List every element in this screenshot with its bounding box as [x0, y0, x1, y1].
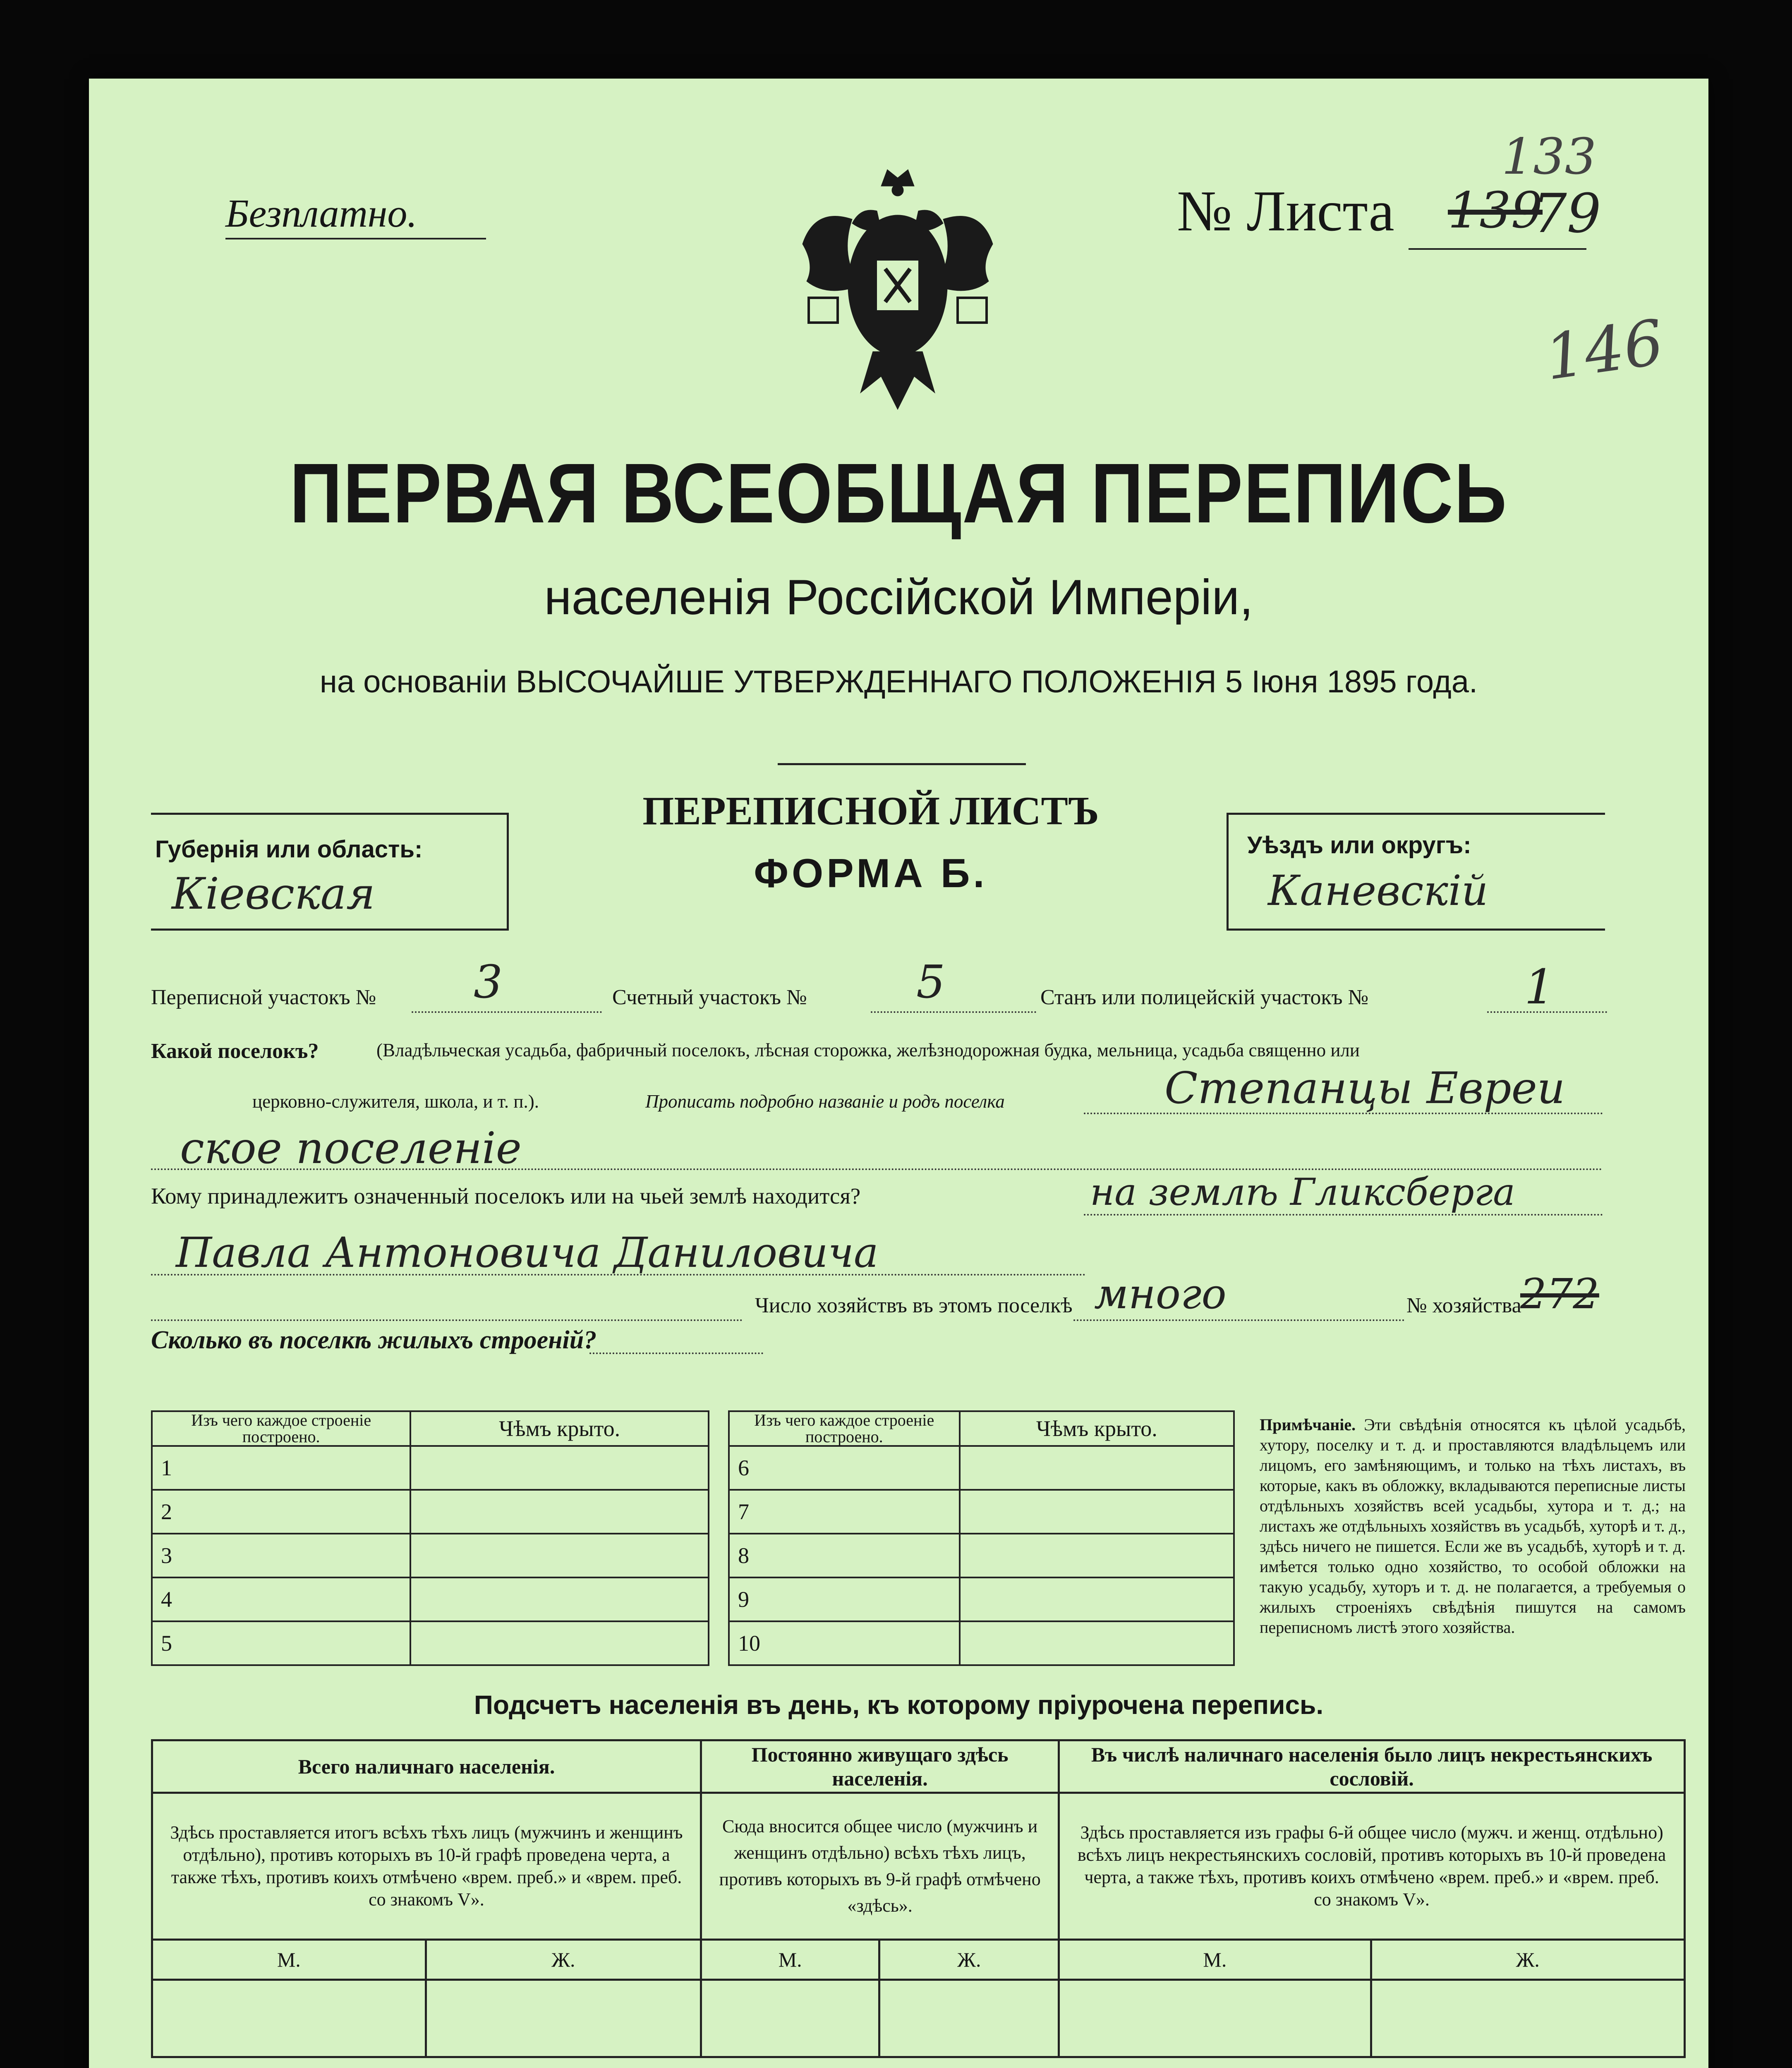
- building-row: [729, 1621, 1234, 1665]
- male-header: М.: [1059, 1940, 1371, 1980]
- resident-male-cell[interactable]: [701, 1980, 879, 2057]
- owner-question: Кому принадлежитъ означенный поселокъ или на чьей землѣ находится?: [151, 1183, 861, 1209]
- building-row: [152, 1577, 709, 1621]
- building-row: [729, 1490, 1234, 1534]
- buildings-line: [589, 1352, 763, 1354]
- sheet-number-underline: [1409, 248, 1586, 250]
- roof-header: Чѣмъ крыто.: [960, 1411, 1234, 1446]
- buildings-question: Сколько въ поселкѣ жилыхъ строеній?: [151, 1326, 597, 1354]
- count-section-label: Счетный участокъ №: [612, 986, 807, 1009]
- form-title-line1: ПЕРЕПИСНОЙ ЛИСТЪ: [642, 789, 1099, 833]
- resident-population-title: Постоянно живущаго здѣсь населенія.: [701, 1740, 1059, 1793]
- roof-cell[interactable]: [960, 1577, 1234, 1621]
- stan-label: Станъ или полицейскій участокъ №: [1040, 986, 1369, 1009]
- population-header-row: [152, 1740, 1685, 1793]
- male-header: М.: [152, 1940, 426, 1980]
- row-number: 3: [152, 1534, 410, 1577]
- resident-female-cell[interactable]: [879, 1980, 1059, 2057]
- free-label: Безплатно.: [225, 191, 417, 235]
- owner-value-1: на землѣ Гликсберга: [1090, 1170, 1515, 1214]
- buildings-right-header: [729, 1411, 1234, 1446]
- households-leading-line: [151, 1319, 743, 1321]
- household-no-label: № хозяйства: [1406, 1294, 1521, 1317]
- roof-cell[interactable]: [960, 1534, 1234, 1577]
- settlement-hint-2: церковно-служителя, школа, и т. п.).: [252, 1091, 539, 1112]
- title-divider: [778, 763, 1026, 765]
- document-title: ПЕРВАЯ ВСЕОБЩАЯ ПЕРЕПИСЬ: [290, 446, 1508, 541]
- roof-cell[interactable]: [410, 1490, 709, 1534]
- building-row: [152, 1621, 709, 1665]
- pencil-number-side: 146: [1540, 306, 1668, 395]
- row-number: 6: [729, 1446, 960, 1490]
- owner-line-1: [1084, 1214, 1603, 1216]
- female-header: Ж.: [1371, 1940, 1684, 1980]
- male-header: М.: [701, 1940, 879, 1980]
- settlement-value-2: ское поселеніе: [180, 1123, 522, 1173]
- total-male-cell[interactable]: [152, 1980, 426, 2057]
- district-baseline: [1227, 929, 1605, 931]
- province-label: Губернія или область:: [155, 836, 423, 863]
- non-peasant-male-cell[interactable]: [1059, 1980, 1371, 2057]
- sheet-number-struck: 139: [1448, 182, 1543, 239]
- resident-population-text: Сюда вносится общее число (мужчинъ и женщинъ отдѣльно) всѣхъ тѣхъ лицъ, противъ которыхъ въ 9-й графѣ отмѣчено «здѣсь».: [701, 1793, 1059, 1940]
- households-line: [1073, 1319, 1404, 1321]
- building-row: [729, 1446, 1234, 1490]
- row-number: 5: [152, 1621, 410, 1665]
- double-headed-eagle-icon: [778, 161, 1018, 418]
- population-sex-row: [152, 1940, 1685, 1980]
- settlement-question: Какой поселокъ?: [151, 1039, 319, 1063]
- document-subtitle: населенія Россійской Имперіи,: [544, 570, 1253, 625]
- building-row: [152, 1534, 709, 1577]
- population-table: [151, 1739, 1686, 2058]
- note-lead: Примѣчаніе.: [1260, 1415, 1356, 1434]
- district-label: Уѣздъ или округъ:: [1247, 832, 1471, 859]
- total-population-text: Здѣсь проставляется итогъ всѣхъ тѣхъ лицъ (мужчинъ и женщинъ отдѣльно), противъ которыхъ въ 10-й графѣ проведена черта, а также тѣхъ, противъ коихъ отмѣчено «врем. преб.» и «врем. преб. со знакомъ V».: [152, 1793, 701, 1940]
- non-peasant-population-text: Здѣсь проставляется изъ графы 6-й общее число (мужч. и женщ. отдѣльно) всѣхъ лицъ некрестьянскихъ сословій, противъ которыхъ въ 10-й проведена черта, а также тѣхъ, противъ коихъ отмѣчено «врем. преб.» и «врем. преб. со знакомъ V».: [1059, 1793, 1685, 1940]
- owner-value-2: Павла Антоновича Даниловича: [176, 1228, 879, 1277]
- female-header: Ж.: [426, 1940, 701, 1980]
- row-number: 9: [729, 1577, 960, 1621]
- households-label: Число хозяйствъ въ этомъ поселкѣ: [755, 1294, 1073, 1317]
- settlement-hint-1: (Владѣльческая усадьба, фабричный поселокъ, лѣсная сторожка, желѣзнодорожная будка, мельница, усадьба священно или: [376, 1040, 1360, 1060]
- note-text: Эти свѣдѣнія относятся къ цѣлой усадьбѣ, хутору, поселку и т. д. и проставляются владѣльцемъ или лицомъ, его замѣняющимъ, и только на тѣхъ листахъ, въ которые, какъ въ обложку, вкладываются переписные листы отдѣльныхъ хозяйствъ всей усадьбы, хутора и т. д.; на листахъ же отдѣльныхъ хозяйствъ въ усадьбѣ, хуторѣ и т. д., здѣсь ничего не пишется. Если же въ усадьбѣ, хуторѣ и т. д. имѣется только одно хозяйство, то особой обложки на такую усадьбу, хуторъ и т. д. не полагается, а требуемыя о жилыхъ строеніяхъ свѣдѣнія пишутся на самомъ переписномъ листѣ этого хозяйства.: [1260, 1415, 1686, 1637]
- census-section-label: Переписной участокъ №: [151, 986, 376, 1009]
- district-value: Каневскій: [1268, 866, 1488, 915]
- roof-cell[interactable]: [410, 1621, 709, 1665]
- population-value-row: [152, 1980, 1685, 2057]
- stan-value: 1: [1524, 960, 1555, 1015]
- count-section-value: 5: [916, 955, 945, 1008]
- buildings-table-left: [151, 1410, 709, 1666]
- building-row: [152, 1490, 709, 1534]
- buildings-table-right: [728, 1410, 1235, 1666]
- roof-cell[interactable]: [960, 1446, 1234, 1490]
- province-baseline: [151, 929, 509, 931]
- row-number: 1: [152, 1446, 410, 1490]
- free-underline: [225, 238, 486, 239]
- household-no-value: 272: [1520, 1270, 1599, 1318]
- building-row: [729, 1577, 1234, 1621]
- sheet-number-value: 79: [1533, 182, 1601, 245]
- census-form-sheet: [89, 79, 1708, 2068]
- document-basis: на основаніи ВЫСОЧАЙШЕ УТВЕРЖДЕННАГО ПОЛОЖЕНІЯ 5 Іюня 1895 года.: [319, 664, 1478, 699]
- row-number: 10: [729, 1621, 960, 1665]
- count-section-line: [871, 1011, 1036, 1013]
- building-row: [729, 1534, 1234, 1577]
- sheet-number-label: № Листа: [1177, 179, 1394, 243]
- population-heading: Подсчетъ населенія въ день, къ которому пріурочена перепись.: [474, 1690, 1324, 1720]
- roof-cell[interactable]: [410, 1577, 709, 1621]
- roof-header: Чѣмъ крыто.: [410, 1411, 709, 1446]
- census-section-line: [412, 1011, 602, 1013]
- non-peasant-female-cell[interactable]: [1371, 1980, 1684, 2057]
- row-number: 8: [729, 1534, 960, 1577]
- total-female-cell[interactable]: [426, 1980, 701, 2057]
- province-value: Кіевская: [172, 869, 375, 919]
- census-section-value: 3: [474, 955, 503, 1008]
- row-number: 4: [152, 1577, 410, 1621]
- form-title-line2: ФОРМА Б.: [754, 850, 988, 896]
- settlement-value-1: Степанцы Евреи: [1164, 1063, 1565, 1113]
- non-peasant-population-title: Въ числѣ наличнаго населенія было лицъ некрестьянскихъ сословій.: [1059, 1740, 1685, 1793]
- total-population-title: Всего наличнаго населенія.: [152, 1740, 701, 1793]
- roof-cell[interactable]: [410, 1446, 709, 1490]
- roof-cell[interactable]: [960, 1490, 1234, 1534]
- settlement-instruction: Прописать подробно названіе и родъ поселка: [645, 1091, 1005, 1112]
- building-row: [152, 1446, 709, 1490]
- roof-cell[interactable]: [410, 1534, 709, 1577]
- row-number: 7: [729, 1490, 960, 1534]
- roof-cell[interactable]: [960, 1621, 1234, 1665]
- pencil-number-top: 133: [1502, 128, 1597, 186]
- building-material-header: Изъ чего каждое строеніе построено.: [152, 1411, 410, 1446]
- buildings-note: [1260, 1415, 1686, 1637]
- building-material-header: Изъ чего каждое строеніе построено.: [729, 1411, 960, 1446]
- population-description-row: [152, 1793, 1685, 1940]
- households-value: много: [1094, 1270, 1227, 1318]
- female-header: Ж.: [879, 1940, 1059, 1980]
- row-number: 2: [152, 1490, 410, 1534]
- buildings-left-header: [152, 1411, 709, 1446]
